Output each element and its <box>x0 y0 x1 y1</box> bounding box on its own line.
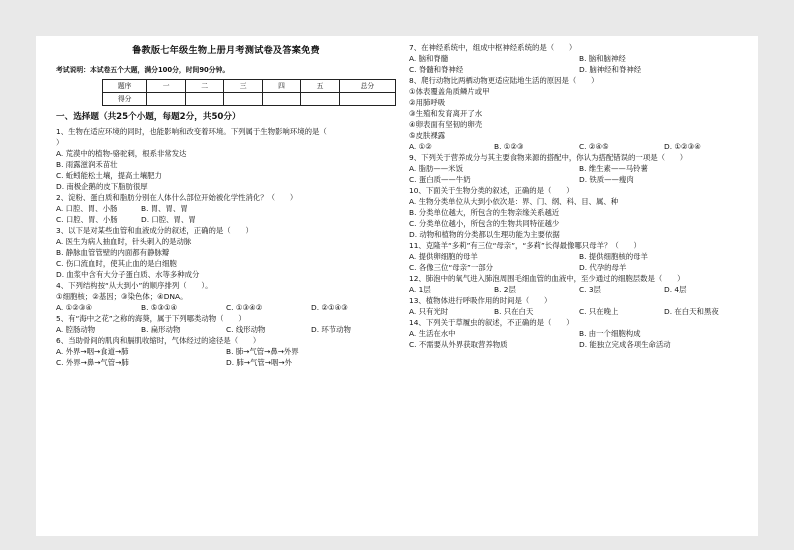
option: A. 提供卵细胞的母羊 <box>409 252 478 261</box>
right-column <box>409 42 749 350</box>
option: A. 口腔、胃、小肠 <box>56 204 118 213</box>
question-stem-cont: ） <box>56 138 64 147</box>
option: A. 脑和脊髓 <box>409 54 449 63</box>
option: A. 医生为病人抽血时，针头刺入的是动脉 <box>56 237 192 246</box>
question-4 <box>56 280 396 313</box>
option: A. 外界→咽→食道→肺 <box>56 347 129 356</box>
option: D. ①②③④ <box>664 142 701 151</box>
option: B. ⑤③①④ <box>141 303 178 312</box>
option: A. 脂肪——米饭 <box>409 164 463 173</box>
option: B. 只在白天 <box>494 307 534 316</box>
question-stem: 12、肺泡中的氧气进入肺泡周围毛细血管的血液中，至少通过的细胞层数是（ ） <box>409 274 685 283</box>
question-13 <box>409 295 749 317</box>
score-input-cell[interactable] <box>301 93 339 106</box>
option: B. 提供细胞核的母羊 <box>579 252 648 261</box>
score-table-header-row <box>103 80 396 93</box>
question-1 <box>56 126 396 192</box>
question-item: ①体表覆盖角质鳞片或甲 <box>409 87 490 96</box>
question-item: ④卵表面有坚韧的卵壳 <box>409 120 483 129</box>
option: B. 雨露滋润禾苗壮 <box>56 160 118 169</box>
option: B. ①②③ <box>494 142 524 151</box>
option: A. 腔肠动物 <box>56 325 96 334</box>
option: C. 伤口流血时，使其止血的是白细胞 <box>56 259 177 268</box>
score-cell: 五 <box>301 80 339 93</box>
option: C. 外界→鼻→气管→肺 <box>56 358 129 367</box>
score-input-cell[interactable] <box>185 93 223 106</box>
score-cell: 得分 <box>103 93 147 106</box>
option: C. 各像三位“母亲”一部分 <box>409 263 494 272</box>
score-input-cell[interactable] <box>339 93 395 106</box>
question-item: ⑤皮肤裸露 <box>409 131 446 140</box>
exam-page <box>36 36 758 536</box>
option: C. 蚯蚓能松土壤，提高土壤肥力 <box>56 171 162 180</box>
option: D. 代孕的母羊 <box>579 263 627 272</box>
question-items: ①细胞核；②基因；③染色体；④DNA。 <box>56 292 188 301</box>
option: C. 蛋白质——牛奶 <box>409 175 471 184</box>
option: D. 南极企鹅的皮下脂肪很厚 <box>56 182 148 191</box>
score-cell: 一 <box>147 80 185 93</box>
option: A. ①② <box>409 142 432 151</box>
option: D. 环节动物 <box>311 325 351 334</box>
option: A. ①②③④ <box>56 303 93 312</box>
score-cell: 三 <box>224 80 262 93</box>
option: A. 生物分类单位从大到小依次是：界、门、纲、科、目、属、种 <box>409 197 619 206</box>
score-input-cell[interactable] <box>262 93 300 106</box>
option: C. 脊髓和脊神经 <box>409 65 464 74</box>
question-8 <box>409 75 749 152</box>
score-input-cell[interactable] <box>147 93 185 106</box>
score-cell: 总分 <box>339 80 395 93</box>
question-11 <box>409 240 749 273</box>
section-heading: 一、选择题（共25个小题，每题2分，共50分） <box>56 112 241 122</box>
question-stem: 6、当助骨间的肌肉和膈肌收缩时，气体经过的途径是（ ） <box>56 336 261 345</box>
option: C. 线形动物 <box>226 325 266 334</box>
question-stem: 13、植物体进行呼吸作用的时间是（ ） <box>409 296 552 305</box>
option: B. 维生素——马铃薯 <box>579 164 648 173</box>
question-5 <box>56 313 396 335</box>
option: C. 分类单位越小，所包含的生物共同特征越少 <box>409 219 560 228</box>
question-stem: 4、下列结构按“从大到小”的顺序排列（ ）。 <box>56 281 213 290</box>
question-2 <box>56 192 396 225</box>
option: D. 4层 <box>664 285 687 294</box>
option: B. 静脉血管管壁的内面都有静脉瓣 <box>56 248 170 257</box>
question-stem: 10、下面关于生物分类的叙述，正确的是（ ） <box>409 186 574 195</box>
question-stem: 9、下列关于营养成分与其主要食物来源的搭配中，你认为搭配错误的一项是（ ） <box>409 153 688 162</box>
option: D. 脑神经和脊神经 <box>579 65 642 74</box>
score-cell: 四 <box>262 80 300 93</box>
question-stem: 8、爬行动物比两栖动物更适应陆地生活的原因是（ ） <box>409 76 599 85</box>
option: B. 分类单位越大，所包含的生物亲缘关系越近 <box>409 208 560 217</box>
option: B. 胃、胃、胃 <box>141 204 188 213</box>
option: D. 在白天和黑夜 <box>664 307 719 316</box>
question-stem: 11、克隆羊“多莉”有三位“母亲”，“多莉”长得最像哪只母羊？（ ） <box>409 241 641 250</box>
question-7 <box>409 42 749 75</box>
option: C. ②④⑤ <box>579 142 609 151</box>
option: C. 口腔、胃、小肠 <box>56 215 118 224</box>
question-10 <box>409 185 749 240</box>
option: C. ①③④② <box>226 303 263 312</box>
option: D. 铁质——瘦肉 <box>579 175 634 184</box>
question-stem: 1、生物在适应环境的同时，也能影响和改变着环境。下列属于生物影响环境的是（ <box>56 127 327 136</box>
option: C. 不需要从外界获取营养物质 <box>409 340 508 349</box>
option: D. ②①④③ <box>311 303 348 312</box>
score-table-score-row <box>103 93 396 106</box>
question-stem: 2、淀粉、蛋白质和脂肪分别在人体什么部位开始被化学性消化？（ ） <box>56 193 298 202</box>
question-item: ②用肺呼吸 <box>409 98 446 107</box>
question-stem: 14、下列关于草履虫的叙述，不正确的是（ ） <box>409 318 574 327</box>
option: C. 3层 <box>579 285 601 294</box>
option: A. 只有光时 <box>409 307 449 316</box>
option: A. 生活在水中 <box>409 329 456 338</box>
question-stem: 7、在神经系统中，组成中枢神经系统的是（ ） <box>409 43 577 52</box>
question-12 <box>409 273 749 295</box>
score-cell: 二 <box>185 80 223 93</box>
score-cell: 题序 <box>103 80 147 93</box>
option: C. 只在晚上 <box>579 307 619 316</box>
question-14 <box>409 317 749 350</box>
score-table <box>102 79 396 106</box>
option: B. 由一个细胞构成 <box>579 329 641 338</box>
option: D. 动物和植物的分类都以生理功能为主要依据 <box>409 230 560 239</box>
option: A. 荒漠中的植物-骆驼刺，根系非常发达 <box>56 149 187 158</box>
question-3 <box>56 225 396 280</box>
score-input-cell[interactable] <box>224 93 262 106</box>
option: B. 2层 <box>494 285 516 294</box>
exam-instructions: 考试说明：本试卷五个大题，满分100分，时间90分钟。 <box>56 66 230 74</box>
option: D. 口腔、胃、胃 <box>141 215 196 224</box>
option: A. 1层 <box>409 285 431 294</box>
question-stem: 3、以下是对某些血管和血液成分的叙述，正确的是（ ） <box>56 226 253 235</box>
question-6 <box>56 335 396 368</box>
page-title: 鲁教版七年级生物上册月考测试卷及答案免费 <box>132 45 320 56</box>
option: D. 肺→气管→咽→外 <box>226 358 292 367</box>
option: B. 脑和脑神经 <box>579 54 626 63</box>
option: D. 能独立完成各项生命活动 <box>579 340 671 349</box>
left-column <box>56 36 396 368</box>
question-9 <box>409 152 749 185</box>
question-item: ③生殖和发育离开了水 <box>409 109 483 118</box>
option: B. 扁形动物 <box>141 325 181 334</box>
option: D. 血浆中含有大分子蛋白质、水等多种成分 <box>56 270 200 279</box>
option: B. 肺→气管→鼻→外界 <box>226 347 299 356</box>
question-stem: 5、有“海中之花”之称的海葵，属于下列哪类动物（ ） <box>56 314 246 323</box>
